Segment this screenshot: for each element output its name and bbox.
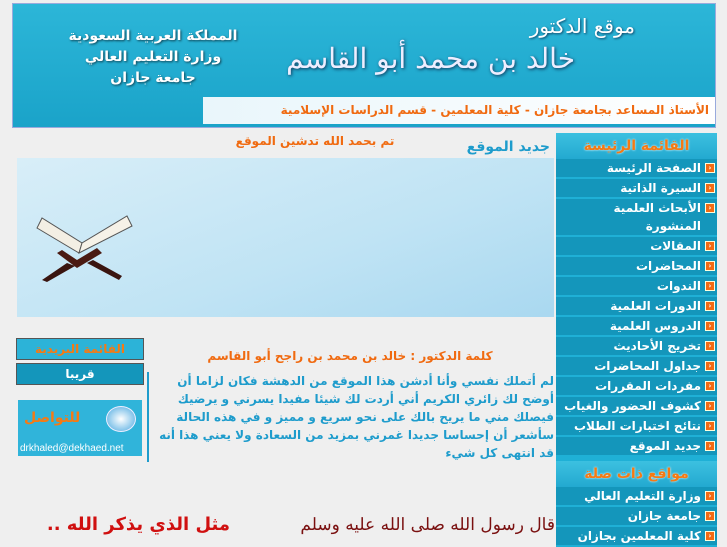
arrow-icon: ‹ [705,241,715,251]
site-header [12,3,716,128]
main-menu-item[interactable] [556,277,717,295]
main-menu-item[interactable] [556,237,717,255]
menu-item-label: المقالات [650,239,701,253]
menu-item-label: نتائج اختبارات الطلاب [573,419,701,433]
ministry-name: وزارة التعليم العالي [84,49,222,65]
arrow-icon: ‹ [705,361,715,371]
arrow-icon: ‹ [705,421,715,431]
mailing-list-title: القائمة البريدية [16,338,144,360]
arrow-icon: ‹ [705,401,715,411]
main-menu-title: القائمة الرئيسة [556,133,717,159]
news-title: جديد الموقع [466,139,550,155]
main-menu-item[interactable] [556,337,717,355]
menu-item-label: السيرة الذاتية [620,181,701,195]
menu-item-label: الندوات [656,279,701,293]
site-logo-name: خالد بن محمد أبو القاسم [286,42,575,75]
sidebar [556,133,717,547]
main-menu-item[interactable] [556,179,717,197]
main-menu-item[interactable] [556,257,717,275]
related-sites-title: مواقع ذات صلة [556,461,717,487]
site-subtitle: الأستاذ المساعد بجامعة جازان - كلية المعلمين - قسم الدراسات الإسلامية [203,97,715,124]
main-menu-item[interactable] [556,417,717,435]
mailing-list-status[interactable]: قريبا [16,363,144,385]
arrow-icon: ‹ [705,491,715,501]
main-menu-item[interactable] [556,159,717,177]
menu-item-label: وزارة التعليم العالي [584,489,701,503]
menu-item-label: جامعة جازان [627,509,701,523]
quran-stand-icon [27,208,142,288]
banner-image [17,158,554,317]
arrow-icon: ‹ [705,441,715,451]
arrow-icon: ‹ [705,281,715,291]
main-menu-item[interactable] [556,437,717,455]
main-menu-item[interactable] [556,357,717,375]
contact-email[interactable]: drkhaled@dekhaed.net [20,443,124,454]
contact-box[interactable] [18,400,142,456]
news-headline[interactable]: تم بحمد الله تدشين الموقع [235,134,395,148]
menu-item-label: تخريج الأحاديث [613,339,701,353]
arrow-icon: ‹ [705,261,715,271]
university-name: جامعة جازان [110,70,196,86]
menu-item-label: الأبحاث العلمية المنشورة [613,201,701,233]
menu-item-label: مفردات المقررات [595,379,701,393]
contact-title: للتواصل [24,410,81,426]
main-menu-item[interactable] [556,297,717,315]
country-name: المملكة العربية السعودية [68,28,238,44]
main-menu-item[interactable] [556,377,717,395]
menu-item-label: الصفحة الرئيسة [606,161,701,175]
menu-item-label: الدروس العلمية [609,319,701,333]
main-menu-item[interactable] [556,199,717,235]
site-prefix: موقع الدكتور [529,14,635,38]
mail-icon [106,406,136,432]
arrow-icon: ‹ [705,203,715,213]
menu-item-label: الدورات العلمية [610,299,701,313]
arrow-icon: ‹ [705,183,715,193]
arrow-icon: ‹ [705,511,715,521]
related-site-item[interactable] [556,527,717,545]
arrow-icon: ‹ [705,381,715,391]
menu-item-label: كلية المعلمين بجازان [577,529,701,543]
main-menu-item[interactable] [556,397,717,415]
ministry-lines [53,26,253,89]
related-site-item[interactable] [556,487,717,505]
arrow-icon: ‹ [705,531,715,541]
related-site-item[interactable] [556,507,717,525]
doctor-word-body: لم أتملك نفسي وأنا أدشن هذا الموقع من الدهشة فكان لزاما أن أوضح لك زائري الكريم أني أردت لك شيئا مفيدا يسرني و يرضيك فيصلك مني ما يريح بالك على نحو سريع و مميز و في هذه الحالة سأشعر أن إحساسا جديدا غمرني بمزيد من السعادة ولا يعني هذا أنه قد انتهى كل شيء [147,372,554,462]
arrow-icon: ‹ [705,301,715,311]
arrow-icon: ‹ [705,321,715,331]
arrow-icon: ‹ [705,163,715,173]
menu-item-label: جداول المحاضرات [594,359,701,373]
menu-item-label: جديد الموقع [629,439,701,453]
hadith-text: مثل الذي يذكر الله .. [46,514,230,535]
hadith-calligraphy: قال رسول الله صلى الله عليه وسلم [300,515,555,535]
main-menu-item[interactable] [556,317,717,335]
menu-item-label: المحاضرات [635,259,701,273]
menu-item-label: كشوف الحضور والغياب [564,399,701,413]
arrow-icon: ‹ [705,341,715,351]
doctor-word-title: كلمة الدكتور : خالد بن محمد بن راجح أبو القاسم [207,349,493,363]
